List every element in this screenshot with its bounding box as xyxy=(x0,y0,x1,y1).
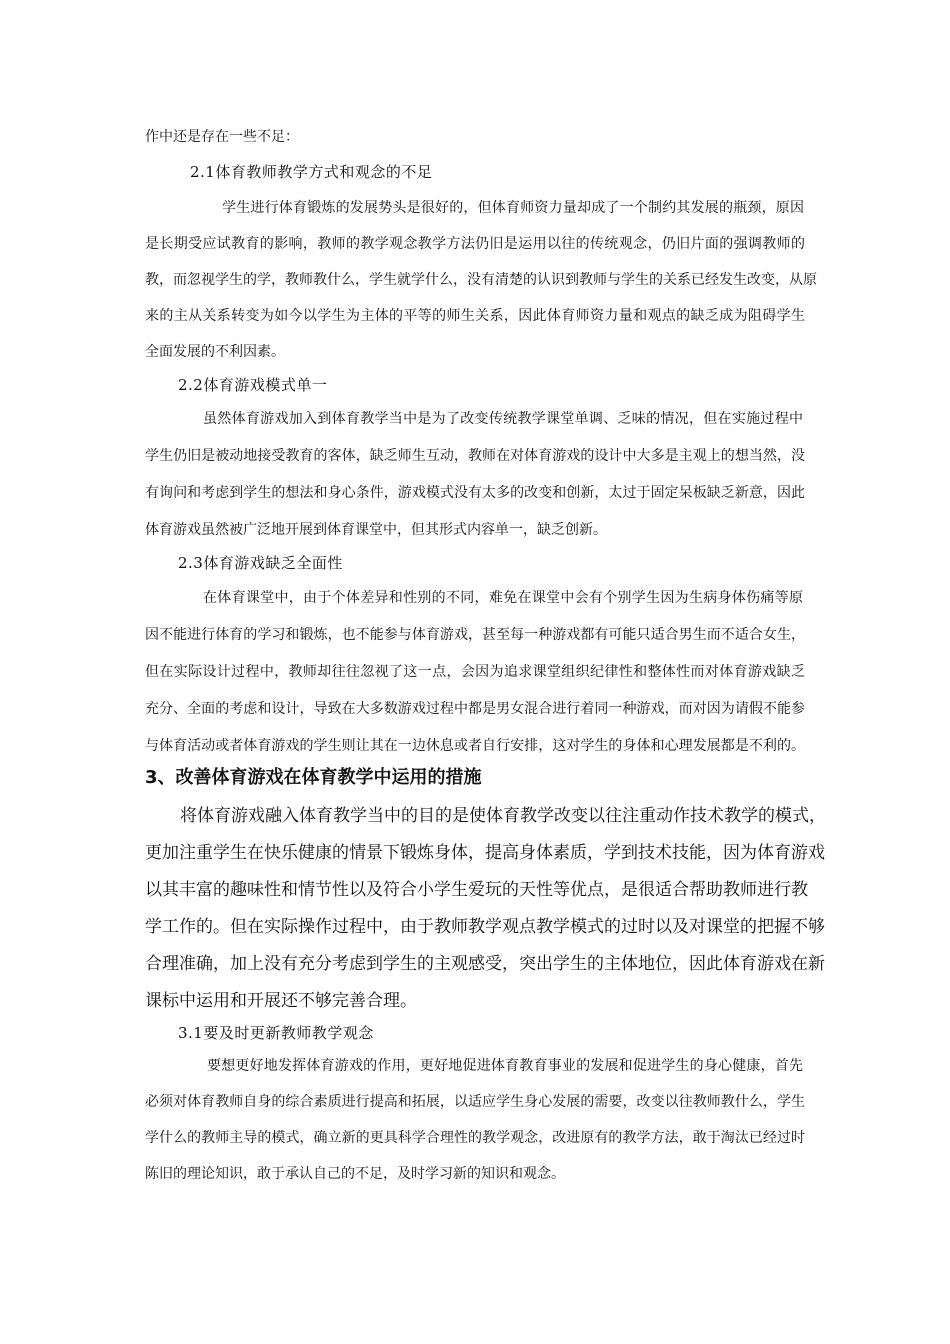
paragraph-line: 学生仍旧是被动地接受教育的客体，缺乏师生互动，教师在对体育游戏的设计中大多是主观上的想当然，没 xyxy=(145,448,805,464)
paragraph-line: 教，而忽视学生的学，教师教什么，学生就学什么，没有清楚的认识到教师与学生的关系已经发生改变，从原 xyxy=(145,272,817,288)
paragraph-line: 在体育课堂中，由于个体差异和性别的不同，难免在课堂中会有个别学生因为生病身体伤痛等原 xyxy=(203,590,803,606)
paragraph-line: 全面发展的不利因素。 xyxy=(145,344,285,360)
paragraph-line: 学什么的教师主导的模式，确立新的更具科学合理性的教学观念，改进原有的教学方法，敢于淘汰已经过时 xyxy=(145,1130,805,1146)
paragraph-line: 作中还是存在一些不足： xyxy=(145,129,299,145)
paragraph-line: 有询问和考虑到学生的想法和身心条件，游戏模式没有太多的改变和创新，太过于固定呆板缺乏新意，因此 xyxy=(145,485,805,501)
paragraph-line: 因不能进行体育的学习和锻炼，也不能参与体育游戏，甚至每一种游戏都有可能只适合男生而不适合女生， xyxy=(145,627,805,643)
paragraph-line: 来的主从关系转变为如今以学生为主体的平等的师生关系，因此体育师资力量和观点的缺乏成为阻碍学生 xyxy=(145,308,805,324)
paragraph-line: 虽然体育游戏加入到体育教学当中是为了改变传统教学课堂单调、乏味的情况，但在实施过程中 xyxy=(203,411,803,427)
paragraph-line: 合理准确，加上没有充分考虑到学生的主观感受，突出学生的主体地位，因此体育游戏在新 xyxy=(145,954,825,974)
paragraph-line: 是长期受应试教育的影响，教师的教学观念教学方法仍旧是运用以往的传统观念，仍旧片面的强调教师的 xyxy=(145,236,805,252)
paragraph-line: 与体育活动或者体育游戏的学生则让其在一边休息或者自行安排，这对学生的身体和心理发展都是不利的。 xyxy=(145,738,805,754)
paragraph-line: 充分、全面的考虑和设计，导致在大多数游戏过程中都是男女混合进行着同一种游戏，而对因为请假不能参 xyxy=(145,701,805,717)
paragraph-line: 将体育游戏融入体育教学当中的目的是使体育教学改变以往注重动作技术教学的模式， xyxy=(180,806,826,826)
paragraph-line: 课标中运用和开展还不够完善合理。 xyxy=(145,991,417,1011)
paragraph-line: 学生进行体育锻炼的发展势头是很好的，但体育师资力量却成了一个制约其发展的瓶颈，原因 xyxy=(222,200,804,216)
paragraph-line: 以其丰富的趣味性和情节性以及符合小学生爱玩的天性等优点，是很适合帮助教师进行教 xyxy=(145,880,808,900)
section-heading-2-2: 2.2体育游戏模式单一 xyxy=(178,376,328,394)
section-heading-3: 3、改善体育游戏在体育教学中运用的措施 xyxy=(145,767,482,788)
paragraph-line: 但在实际设计过程中，教师却往往忽视了这一点，会因为追求课堂组织纪律性和整体性而对体育游戏缺乏 xyxy=(145,664,805,680)
paragraph-line: 要想更好地发挥体育游戏的作用，更好地促进体育教育事业的发展和促进学生的身心健康，首先 xyxy=(207,1058,803,1074)
paragraph-line: 更加注重学生在快乐健康的情景下锻炼身体，提高身体素质，学到技术技能，因为体育游戏 xyxy=(145,843,825,863)
paragraph-line: 体育游戏虽然被广泛地开展到体育课堂中，但其形式内容单一，缺乏创新。 xyxy=(145,522,607,538)
paragraph-line: 学工作的。但在实际操作过程中，由于教师教学观点教学模式的过时以及对课堂的把握不够 xyxy=(145,917,825,937)
section-heading-2-1: 2.1体育教师教学方式和观念的不足 xyxy=(190,163,433,181)
section-heading-3-1: 3.1要及时更新教师教学观念 xyxy=(178,1024,374,1042)
section-heading-2-3: 2.3体育游戏缺乏全面性 xyxy=(178,554,343,572)
paragraph-line: 陈旧的理论知识，敢于承认自己的不足，及时学习新的知识和观念。 xyxy=(145,1166,565,1182)
paragraph-line: 必须对体育教师自身的综合素质进行提高和拓展，以适应学生身心发展的需要，改变以往教师教什么，学生 xyxy=(145,1094,805,1110)
